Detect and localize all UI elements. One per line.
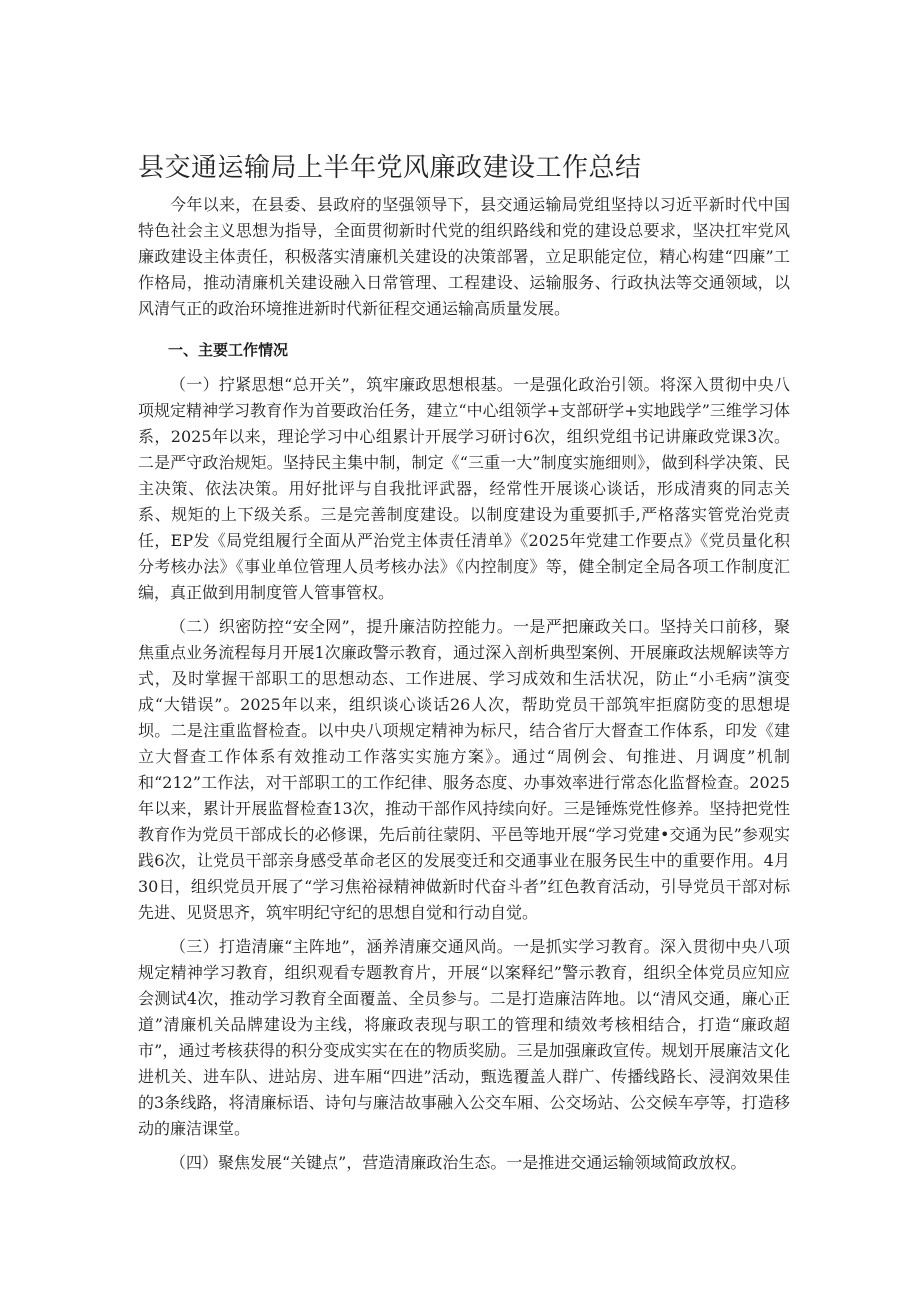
body-paragraph-2: （二）织密防控“安全网”，提升廉洁防控能力。一是严把廉政关口。坚持关口前移，聚焦重点业务流程每月开展1次廉政警示教育，通过深入剖析典型案例、开展廉政法规解读等方式，及时掌握干部职工的思想动态、工作进展、学习成效和生活状况，防止“小毛病”演变成“大错误”。2025年以来，组织谈心谈话26人次，帮助党员干部筑牢拒腐防变的思想堤坝。二是注重监督检查。以中央八项规定精神为标尺，结合省厅大督查工作体系，印发《建立大督查工作体系有效推动工作落实实施方案》。通过“周例会、旬推进、月调度”机制和“212”工作法，对干部职工的工作纪律、服务态度、办事效率进行常态化监督检查。2025年以来，累计开展监督检查13次，推动干部作风持续向好。三是锤炼党性修养。坚持把党性教育作为党员干部成长的必修课，先后前往蒙阴、平邑等地开展“学习党建•交通为民”参观实践6次，让党员干部亲身感受革命老区的发展变迁和交通事业在服务民生中的重要作用。4月30日，组织党员开展了“学习焦裕禄精神做新时代奋斗者”红色教育活动，引导党员干部对标先进、见贤思齐，筑牢明纪守纪的思想自觉和行动自觉。 <box>138 617 790 922</box>
document-title: 县交通运输局上半年党风廉政建设工作总结 <box>138 153 642 184</box>
body-paragraph-4: （四）聚焦发展“关键点”，营造清廉政治生态。一是推进交通运输领域简政放权。 <box>170 1153 747 1172</box>
body-paragraph-1: （一）拧紧思想“总开关”，筑牢廉政思想根基。一是强化政治引领。将深入贯彻中央八项规定精神学习教育作为首要政治任务，建立“中心组领学+支部研学+实地践学”三维学习体系，2025年以来，理论学习中心组累计开展学习研讨6次，组织党组书记讲廉政党课3次。二是严守政治规矩。坚持民主集中制，制定《“三重一大”制度实施细则》，做到科学决策、民主决策、依法决策。用好批评与自我批评武器，经常性开展谈心谈话，形成清爽的同志关系、规矩的上下级关系。三是完善制度建设。以制度建设为重要抓手,严格落实管党治党责任，EP发《局党组履行全面从严治党主体责任清单》《2025年党建工作要点》《党员量化积分考核办法》《事业单位管理人员考核办法》《内控制度》等，健全制定全局各项工作制度汇编，真正做到用制度管人管事管权。 <box>138 375 790 602</box>
document-body <box>138 192 790 1184</box>
intro-paragraph: 今年以来，在县委、县政府的坚强领导下，县交通运输局党组坚持以习近平新时代中国特色社会主义思想为指导，全面贯彻新时代党的组织路线和党的建设总要求，坚决扛牢党风廉政建设主体责任，积极落实清廉机关建设的决策部署，立足职能定位，精心构建“四廉”工作格局，推动清廉机关建设融入日常管理、工程建设、运输服务、行政执法等交通领域，以风清气正的政治环境推进新时代新征程交通运输高质量发展。 <box>138 195 790 318</box>
body-paragraph-3: （三）打造清廉“主阵地”，涵养清廉交通风尚。一是抓实学习教育。深入贯彻中央八项规定精神学习教育，组织观看专题教育片，开展“以案释纪”警示教育，组织全体党员应知应会测试4次，推动学习教育全面覆盖、全员参与。二是打造廉洁阵地。以“清风交通，廉心正道”清廉机关品牌建设为主线，将廉政表现与职工的管理和绩效考核相结合，打造“廉政超市”，通过考核获得的积分变成实实在在的物质奖励。三是加强廉政宣传。规划开展廉洁文化进机关、进车队、进站房、进车厢“四进”活动，甄选覆盖人群广、传播线路长、浸润效果佳的3条线路，将清廉标语、诗句与廉洁故事融入公交车厢、公交场站、公交候车亭等，打造移动的廉洁课堂。 <box>138 937 790 1138</box>
section-heading: 一、主要工作情况 <box>168 341 289 359</box>
